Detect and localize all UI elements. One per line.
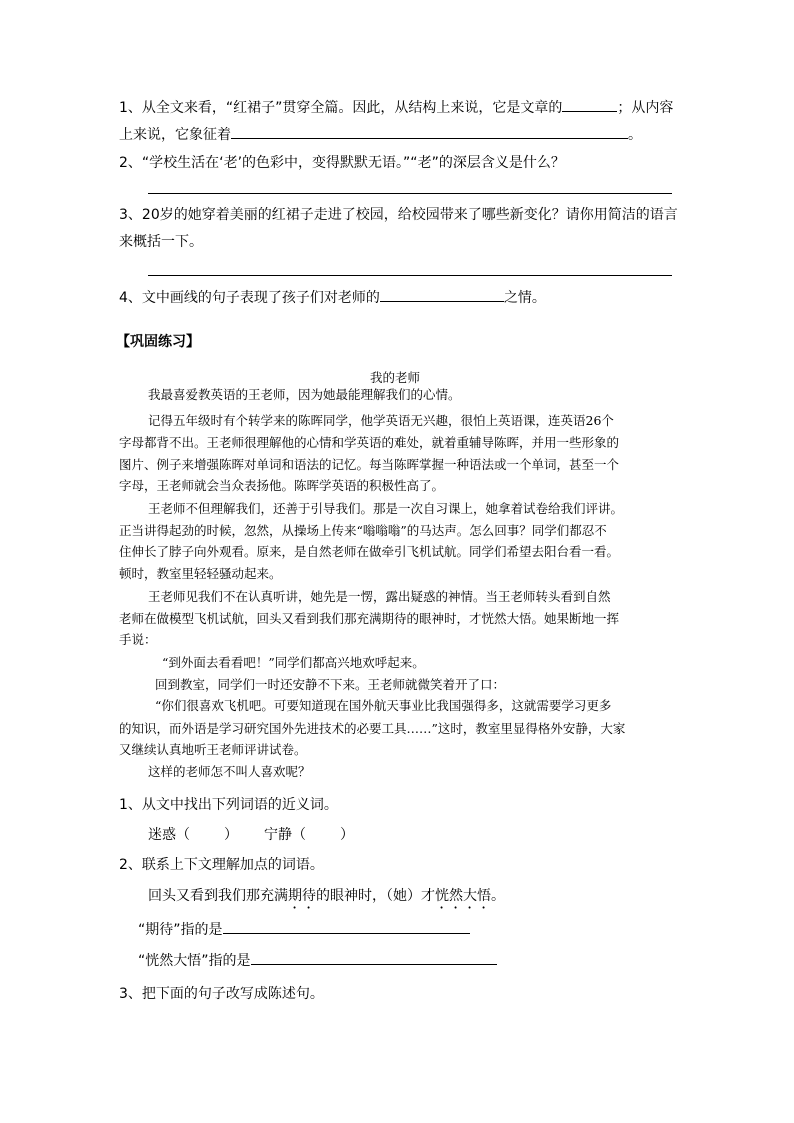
question-1-line-1 bbox=[119, 97, 673, 117]
exercise-1: 1、从文中找出下列词语的近义词。 bbox=[119, 797, 338, 813]
item-1-label: “期待”指的是 bbox=[138, 922, 223, 938]
story-line: 王老师见我们不在认真听讲，她先是一愣，露出疑惑的神情。当王老师转头看到自然 bbox=[148, 589, 611, 604]
question-1-text-a: 1、从全文来看，“红裙子”贯穿全篇。因此，从结构上来说，它是文章的 bbox=[119, 100, 563, 116]
exercise-2-item-2 bbox=[138, 950, 497, 970]
story-line: 图片、例子来增强陈晖对单词和语法的记忆。每当陈晖掌握一种语法或一个单词，甚至一个 bbox=[119, 457, 620, 472]
question-1-blank-2[interactable] bbox=[231, 124, 628, 139]
story-line: 我最喜爱教英语的王老师，因为她最能理解我们的心情。 bbox=[148, 387, 461, 402]
question-2-answer-line[interactable] bbox=[148, 193, 672, 194]
exercise-2: 2、联系上下文理解加点的词语。 bbox=[119, 857, 324, 873]
question-4-text-b: 之情。 bbox=[503, 290, 546, 306]
story-line: 字母，王老师就会当众表扬他。陈晖学英语的积极性高了。 bbox=[119, 478, 445, 493]
story-title: 我的老师 bbox=[370, 370, 421, 385]
story-line: 的知识，而外语是学习研究国外先进技术的必要工具……”这时，教室里显得格外安静，大家 bbox=[119, 721, 626, 736]
sentence-part: 的眼神时，（她）才 bbox=[316, 888, 435, 904]
question-1-line-2 bbox=[119, 124, 642, 144]
synonym-close-1: ） bbox=[224, 827, 238, 843]
exercise-2-sentence bbox=[148, 887, 505, 912]
story-line: 王老师不但理解我们，还善于引导我们。那是一次自习课上，她拿着试卷给我们评讲。 bbox=[148, 501, 624, 516]
item-2-blank[interactable] bbox=[251, 950, 497, 965]
synonym-word-1: 迷惑（ bbox=[148, 827, 190, 843]
story-line: “你们很喜欢飞机吧。可要知道现在国外航天事业比我国强得多，这就需要学习更多 bbox=[155, 698, 612, 713]
story-line: 正当讲得起劲的时候，忽然，从操场上传来“嗡嗡嗡”的马达声。怎么回事？同学们都忍不 bbox=[119, 523, 607, 538]
story-line: 回到教室，同学们一时还安静不下来。王老师就微笑着开了口： bbox=[155, 677, 506, 692]
item-1-blank[interactable] bbox=[223, 919, 470, 934]
question-4 bbox=[119, 287, 546, 307]
question-1-text-b: ；从内容 bbox=[617, 100, 674, 116]
question-3-line-1: 3、20岁的她穿着美丽的红裙子走进了校园，给校园带来了哪些新变化？请你用简洁的语言 bbox=[119, 207, 678, 223]
exercise-3: 3、把下面的句子改写成陈述句。 bbox=[119, 986, 324, 1002]
story-line: 住伸长了脖子向外观看。原来，是自然老师在做牵引飞机试航。同学们希望去阳台看一看。 bbox=[119, 544, 620, 559]
section-title: 【巩固练习】 bbox=[116, 334, 200, 350]
dotted-word-2: 恍然大悟 bbox=[435, 888, 491, 904]
sentence-part: 。 bbox=[491, 888, 505, 904]
exercise-2-item-1 bbox=[138, 919, 470, 939]
item-2-label: “恍然大悟”指的是 bbox=[138, 953, 251, 969]
question-3-line-2: 来概括一下。 bbox=[119, 234, 203, 250]
story-line: 顿时，教室里轻轻骚动起来。 bbox=[119, 566, 282, 581]
question-1-blank-1[interactable] bbox=[562, 97, 617, 112]
sentence-part: 回头又看到我们那充满 bbox=[148, 888, 288, 904]
synonym-word-2: 宁静（ bbox=[264, 827, 306, 843]
question-3-answer-line[interactable] bbox=[148, 275, 672, 276]
synonym-close-2: ） bbox=[340, 827, 354, 843]
question-4-blank[interactable] bbox=[380, 287, 504, 302]
story-line: 这样的老师怎不叫人喜欢呢？ bbox=[148, 764, 311, 779]
story-line: 字母都背不出。王老师很理解他的心情和学英语的难处，就着重辅导陈晖，并用一些形象的 bbox=[119, 435, 620, 450]
question-4-text-a: 4、文中画线的句子表现了孩子们对老师的 bbox=[119, 290, 380, 306]
exercise-1-words bbox=[148, 826, 354, 844]
question-1-text-d: 。 bbox=[628, 127, 642, 143]
story-line: 又继续认真地听王老师评讲试卷。 bbox=[119, 742, 307, 757]
question-2: 2、“学校生活在‘老’的色彩中，变得默默无语。”“老”的深层含义是什么？ bbox=[119, 155, 565, 171]
story-line: 记得五年级时有个转学来的陈晖同学，他学英语无兴趣，很怕上英语课，连英语26个 bbox=[148, 413, 614, 428]
story-line: 老师在做模型飞机试航，回头又看到我们那充满期待的眼神时，才恍然大悟。她果断地一挥 bbox=[119, 611, 620, 626]
story-line: 手说： bbox=[119, 632, 157, 647]
story-line: “到外面去看看吧！”同学们都高兴地欢呼起来。 bbox=[162, 655, 425, 670]
question-1-text-c: 上来说，它象征着 bbox=[119, 127, 231, 143]
dotted-word-1: 期待 bbox=[288, 888, 316, 904]
